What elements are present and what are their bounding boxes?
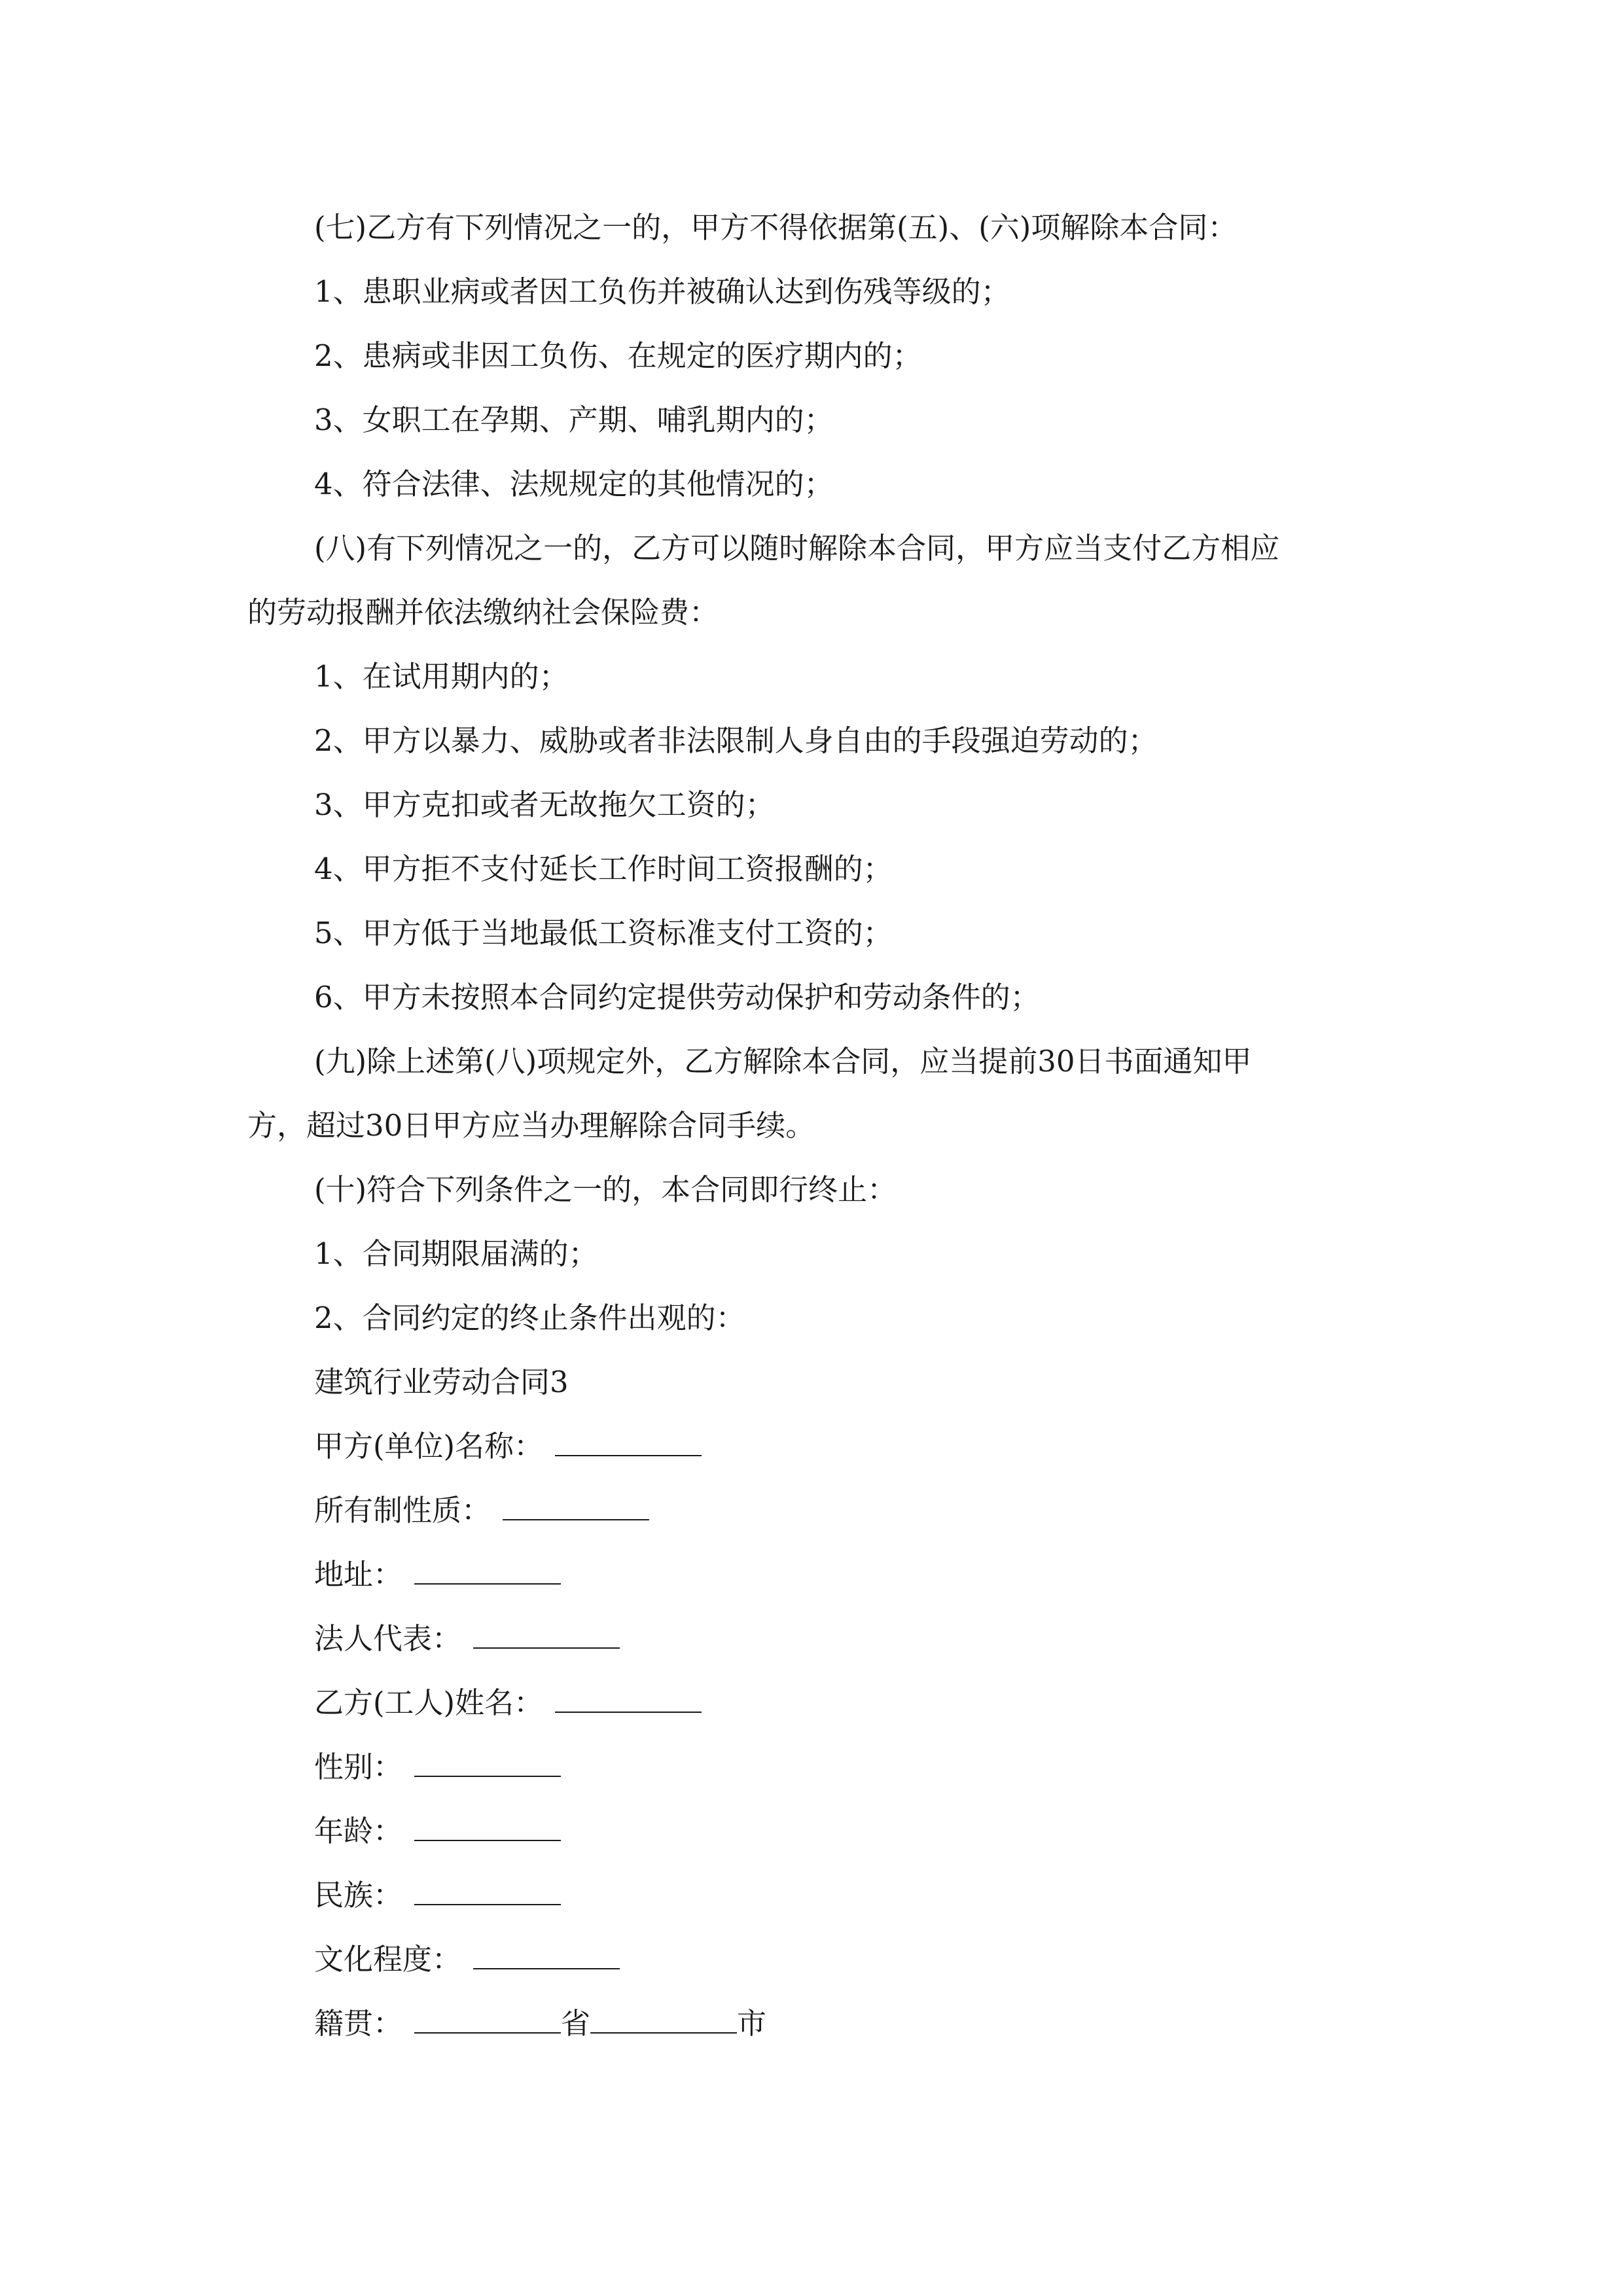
fill-in-blank[interactable] <box>473 1621 620 1649</box>
section-title: 建筑行业劳动合同3 <box>314 1365 569 1399</box>
field-label: 文化程度： <box>314 1942 462 1977</box>
fill-in-blank[interactable] <box>473 1942 620 1969</box>
field-worker-name <box>314 1683 702 1723</box>
clause-8-item-5: 5、甲方低于当地最低工资标准支付工资的； <box>314 916 893 950</box>
fill-in-blank[interactable] <box>555 1429 702 1456</box>
clause-7-item-1: 1、患职业病或者因工负伤并被确认达到伤残等级的； <box>314 274 1010 309</box>
fill-in-blank[interactable] <box>555 1685 702 1713</box>
field-address <box>314 1555 561 1594</box>
fill-in-blank[interactable] <box>414 1814 561 1841</box>
clause-10-heading: (十)符合下列条件之一的，本合同即行终止： <box>314 1172 897 1207</box>
clause-8-heading-cont: 的劳动报酬并依法缴纳社会保险费： <box>247 595 719 630</box>
clause-8-item-4: 4、甲方拒不支付延长工作时间工资报酬的； <box>314 852 893 886</box>
field-native-place <box>314 2004 766 2043</box>
clause-8-item-6: 6、甲方未按照本合同约定提供劳动保护和劳动条件的； <box>314 980 1040 1014</box>
clause-8-item-3: 3、甲方克扣或者无故拖欠工资的； <box>314 787 775 822</box>
fill-in-blank[interactable] <box>414 1878 561 1905</box>
field-label: 乙方(工人)姓名： <box>314 1685 544 1720</box>
field-label: 法人代表： <box>314 1621 462 1656</box>
fill-in-blank[interactable] <box>414 1749 561 1777</box>
clause-10-item-2: 2、合同约定的终止条件出观的： <box>314 1300 745 1335</box>
clause-7-heading: (七)乙方有下列情况之一的，甲方不得依据第(五)、(六)项解除本合同： <box>314 210 1238 245</box>
field-age <box>314 1812 561 1851</box>
clause-8-item-1: 1、在试用期内的； <box>314 659 569 694</box>
field-employer-name <box>314 1427 702 1466</box>
city-blank[interactable] <box>590 2006 737 2034</box>
field-label: 性别： <box>314 1749 403 1784</box>
field-legal-representative <box>314 1619 620 1659</box>
clause-7-item-3: 3、女职工在孕期、产期、哺乳期内的； <box>314 403 834 437</box>
field-label: 所有制性质： <box>314 1493 491 1528</box>
clause-9-heading: (九)除上述第(八)项规定外，乙方解除本合同，应当提前30日书面通知甲 <box>314 1044 1252 1079</box>
clause-7-item-2: 2、患病或非因工负伤、在规定的医疗期内的； <box>314 338 922 373</box>
field-education <box>314 1940 620 1979</box>
field-ownership-type <box>314 1491 649 1530</box>
field-ethnicity <box>314 1876 561 1915</box>
clause-7-item-4: 4、符合法律、法规规定的其他情况的； <box>314 467 834 501</box>
clause-8-heading: (八)有下列情况之一的，乙方可以随时解除本合同，甲方应当支付乙方相应 <box>314 531 1280 565</box>
field-label: 地址： <box>314 1557 403 1592</box>
field-label: 年龄： <box>314 1814 403 1848</box>
province-label: 省 <box>561 2006 591 2041</box>
fill-in-blank[interactable] <box>503 1493 649 1520</box>
field-label: 籍贯： <box>314 2006 403 2041</box>
field-label: 甲方(单位)名称： <box>314 1429 544 1463</box>
province-blank[interactable] <box>414 2006 561 2034</box>
field-label: 民族： <box>314 1878 403 1912</box>
clause-10-item-1: 1、合同期限届满的； <box>314 1236 598 1271</box>
field-gender <box>314 1748 561 1787</box>
clause-8-item-2: 2、甲方以暴力、威胁或者非法限制人身自由的手段强迫劳动的； <box>314 723 1158 758</box>
city-label: 市 <box>737 2006 767 2041</box>
clause-9-heading-cont: 方，超过30日甲方应当办理解除合同手续。 <box>247 1108 815 1143</box>
fill-in-blank[interactable] <box>414 1557 561 1585</box>
